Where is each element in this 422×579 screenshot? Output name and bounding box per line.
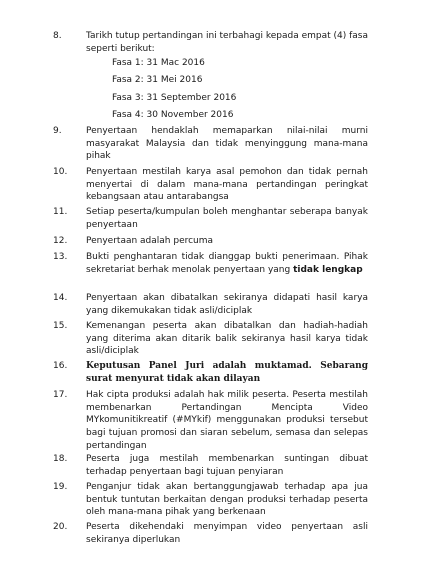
fasa-line: Fasa 3: 31 September 2016 [112, 93, 237, 103]
item-number: 14. [53, 293, 68, 303]
item-number: 9. [53, 126, 62, 136]
fasa-line: Fasa 4: 30 November 2016 [112, 110, 234, 120]
item-number: 16. [53, 361, 68, 371]
item-text-bold: tidak lengkap [293, 264, 363, 275]
item-number: 18. [53, 454, 68, 464]
item-text: Setiap peserta/kumpulan boleh menghantar seberapa banyak penyertaan [86, 207, 368, 230]
item-text: Penyertaan mestilah karya asal pemohon dan tidak pernah menyertai di dalam mana-mana pertandingan peringkat kebangsaan atau antarabangsa [86, 167, 368, 203]
item-text-bold: Keputusan Panel Juri adalah muktamad. Sebarang surat menyurat tidak akan dilayan [86, 361, 368, 384]
item-number: 15. [53, 321, 68, 331]
item-number: 20. [53, 522, 68, 532]
fasa-line: Fasa 2: 31 Mei 2016 [112, 75, 203, 85]
item-number: 13. [53, 252, 68, 262]
item-number: 12. [53, 236, 68, 246]
item-text: Penganjur tidak akan bertanggungjawab terhadap apa jua bentuk tuntutan berkaitan dengan produksi terhadap peserta oleh mana-mana pihak yang berkenaan [86, 482, 368, 518]
item-text: Penyertaan hendaklah memaparkan nilai-nilai murni masyarakat Malaysia dan tidak menyinggung mana-mana pihak [86, 126, 368, 162]
item-number: 17. [53, 390, 68, 400]
item-text: Tarikh tutup pertandingan ini terbahagi kepada empat (4) fasa seperti berikut: [86, 31, 368, 54]
item-text [86, 251, 368, 276]
item-text: Kemenangan peserta akan dibatalkan dan hadiah-hadiah yang diterima akan ditarik balik sekiranya hasil karya tidak asli/diciplak [86, 321, 368, 357]
item-number: 10. [53, 167, 68, 177]
item-number: 19. [53, 482, 68, 492]
item-text: Penyertaan adalah percuma [86, 236, 214, 246]
item-text: Peserta dikehendaki menyimpan video penyertaan asli sekiranya diperlukan [86, 522, 368, 545]
item-text: Peserta juga mestilah membenarkan suntingan dibuat terhadap penyertaan bagi tujuan penyiaran [86, 454, 368, 477]
item-number: 8. [53, 31, 62, 41]
item-text: Penyertaan akan dibatalkan sekiranya didapati hasil karya yang dikemukakan tidak asli/diciplak [86, 293, 368, 316]
fasa-line: Fasa 1: 31 Mac 2016 [112, 58, 205, 68]
item-text-regular: Bukti penghantaran tidak dianggap bukti penerimaan. Pihak sekretariat berhak menolak penyertaan yang [86, 252, 368, 275]
item-text: Hak cipta produksi adalah hak milik peserta. Peserta mestilah membenarkan Pertandingan Mencipta Video MYkomunitikreatif (#MYkif) menggunakan produksi tersebut bagi tujuan promosi dan siaran sebelum, semasa dan selepas pertandingan [86, 390, 368, 451]
item-number: 11. [53, 207, 68, 217]
